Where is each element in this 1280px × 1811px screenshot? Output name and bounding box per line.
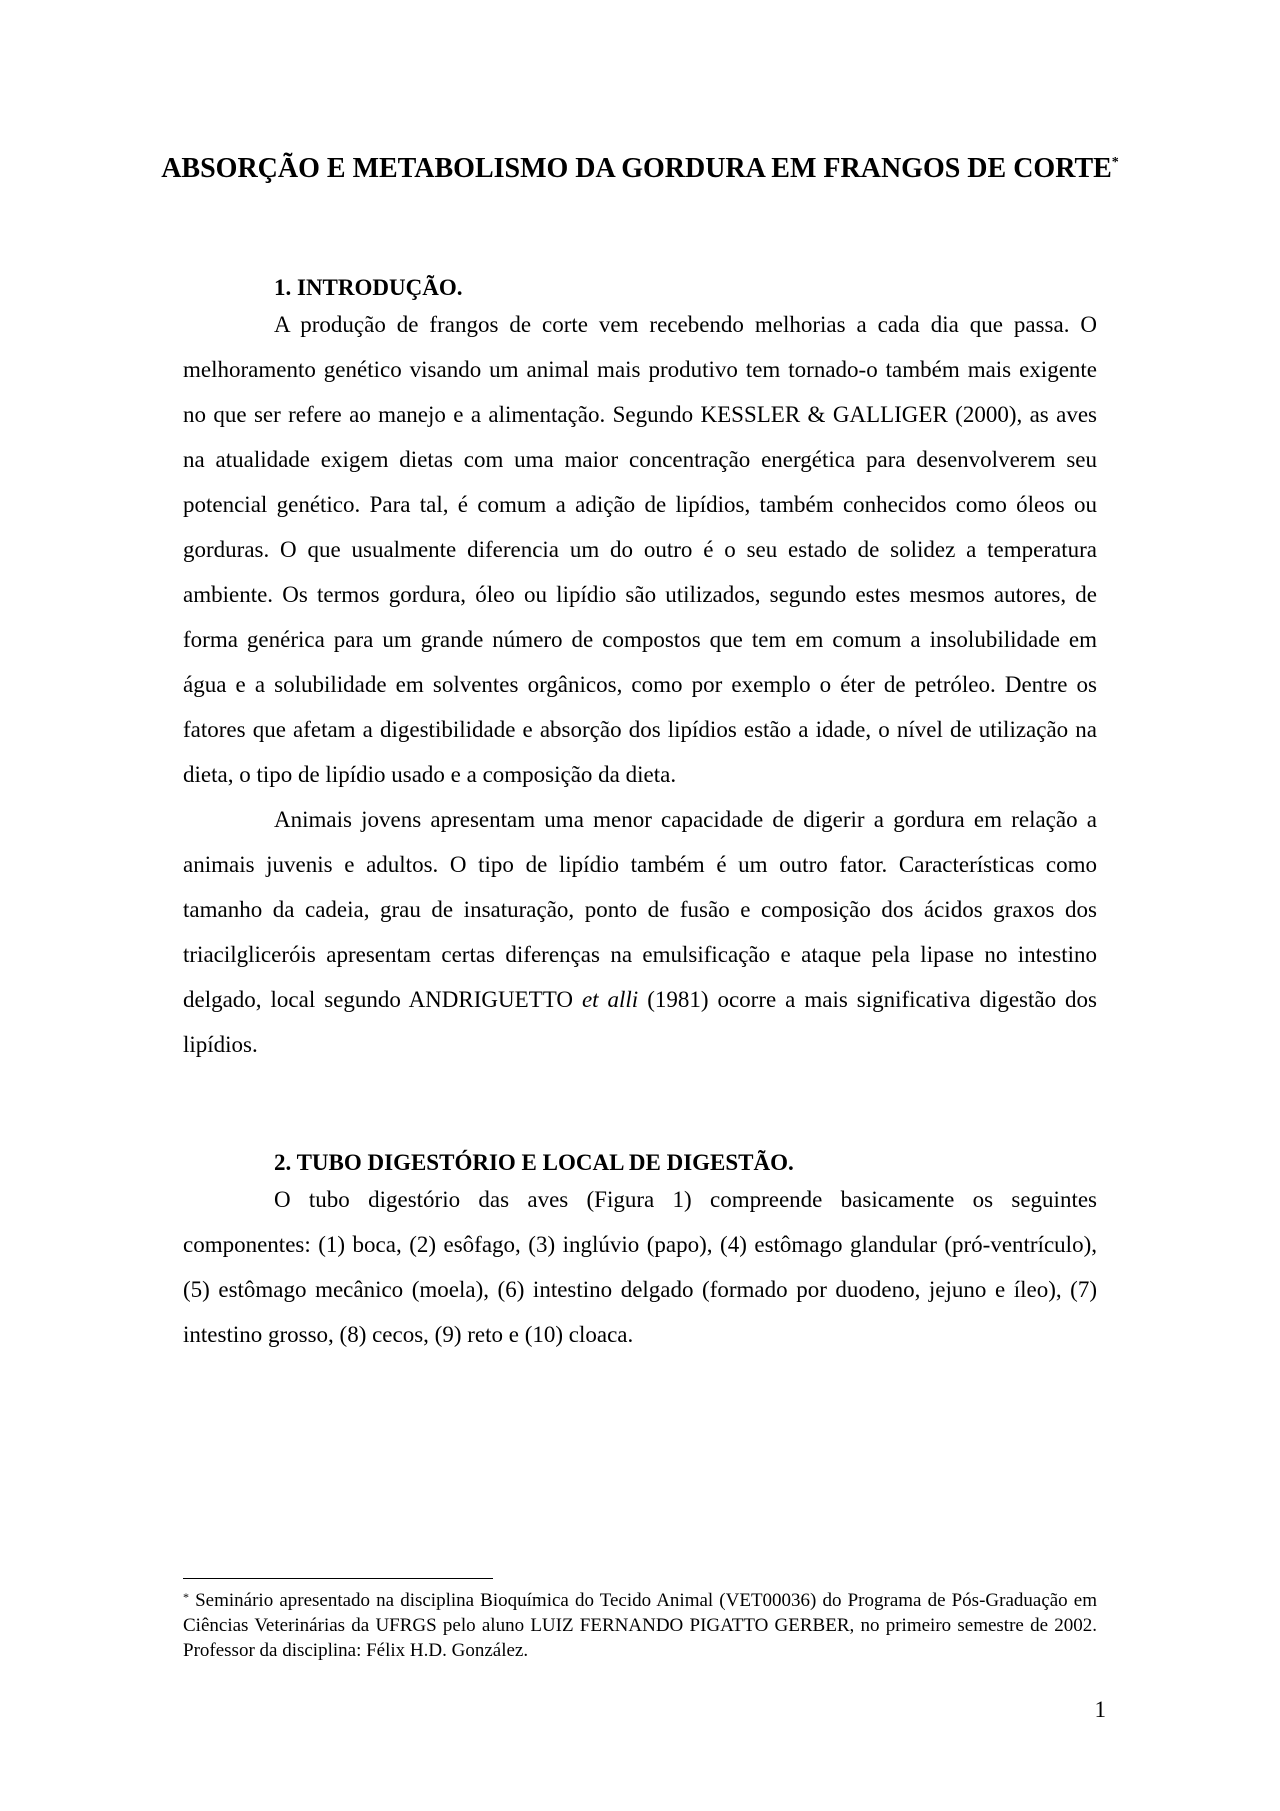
section-2-paragraph-1: O tubo digestório das aves (Figura 1) compreende basicamente os seguintes componentes: (1) boca, (2) esôfago, (3) inglúvio (papo), (4) estômago glandular (pró-ventrículo), (5) estômago mecânico (moela), (6) intestino delgado (formado por duodeno, jejuno e íleo), (7) intestino grosso, (8) cecos, (9) reto e (10) cloaca.	[183, 1187, 1097, 1347]
section-1-paragraph-2-text: Animais jovens apresentam uma menor capacidade de digerir a gordura em relação a animais juvenis e adultos. O tipo de lipídio também é um outro fator. Características como tamanho da cadeia, grau de insaturação, ponto de fusão e composição dos ácidos graxos dos triacilgliceróis apresentam certas diferenças na emulsificação e ataque pela lipase no intestino delgado, local segundo ANDRIGUETTO	[183, 807, 1097, 1012]
page-number: 1	[1094, 1697, 1106, 1722]
section-2-body	[183, 1177, 1097, 1357]
section-2-heading: 2. TUBO DIGESTÓRIO E LOCAL DE DIGESTÃO.	[274, 1150, 794, 1175]
section-1-paragraph-2-italic: et alli	[581, 987, 639, 1012]
footnote-separator	[183, 1578, 493, 1579]
section-1-body	[183, 302, 1097, 1067]
footnote-text: Seminário apresentado na disciplina Bioquímica do Tecido Animal (VET00036) do Programa de Pós-Graduação em Ciências Veterinárias da UFRGS pelo aluno LUIZ FERNANDO PIGATTO GERBER, no primeiro semestre de 2002. Professor da disciplina: Félix H.D. González.	[183, 1590, 1097, 1661]
section-1-heading: 1. INTRODUÇÃO.	[274, 275, 463, 300]
title-footnote-marker: *	[1111, 155, 1119, 170]
section-1-paragraph-2	[183, 797, 1097, 1067]
section-1-paragraph-2-tail: (1981) ocorre a mais significativa digestão dos lipídios.	[183, 987, 1098, 1057]
footnote-marker: *	[183, 1590, 189, 1604]
document-title	[160, 150, 1120, 188]
footnote	[183, 1588, 1097, 1663]
document-title-text: ABSORÇÃO E METABOLISMO DA GORDURA EM FRANGOS DE CORTE	[161, 153, 1112, 184]
section-1-paragraph-1: A produção de frangos de corte vem recebendo melhorias a cada dia que passa. O melhoramento genético visando um animal mais produtivo tem tornado-o também mais exigente no que ser refere ao manejo e a alimentação. Segundo KESSLER & GALLIGER (2000), as aves na atualidade exigem dietas com uma maior concentração energética para desenvolverem seu potencial genético. Para tal, é comum a adição de lipídios, também conhecidos como óleos ou gorduras. O que usualmente diferencia um do outro é o seu estado de solidez a temperatura ambiente. Os termos gordura, óleo ou lipídio são utilizados, segundo estes mesmos autores, de forma genérica para um grande número de compostos que tem em comum a insolubilidade em água e a solubilidade em solventes orgânicos, como por exemplo o éter de petróleo. Dentre os fatores que afetam a digestibilidade e absorção dos lipídios estão a idade, o nível de utilização na dieta, o tipo de lipídio usado e a composição da dieta.	[183, 312, 1097, 787]
